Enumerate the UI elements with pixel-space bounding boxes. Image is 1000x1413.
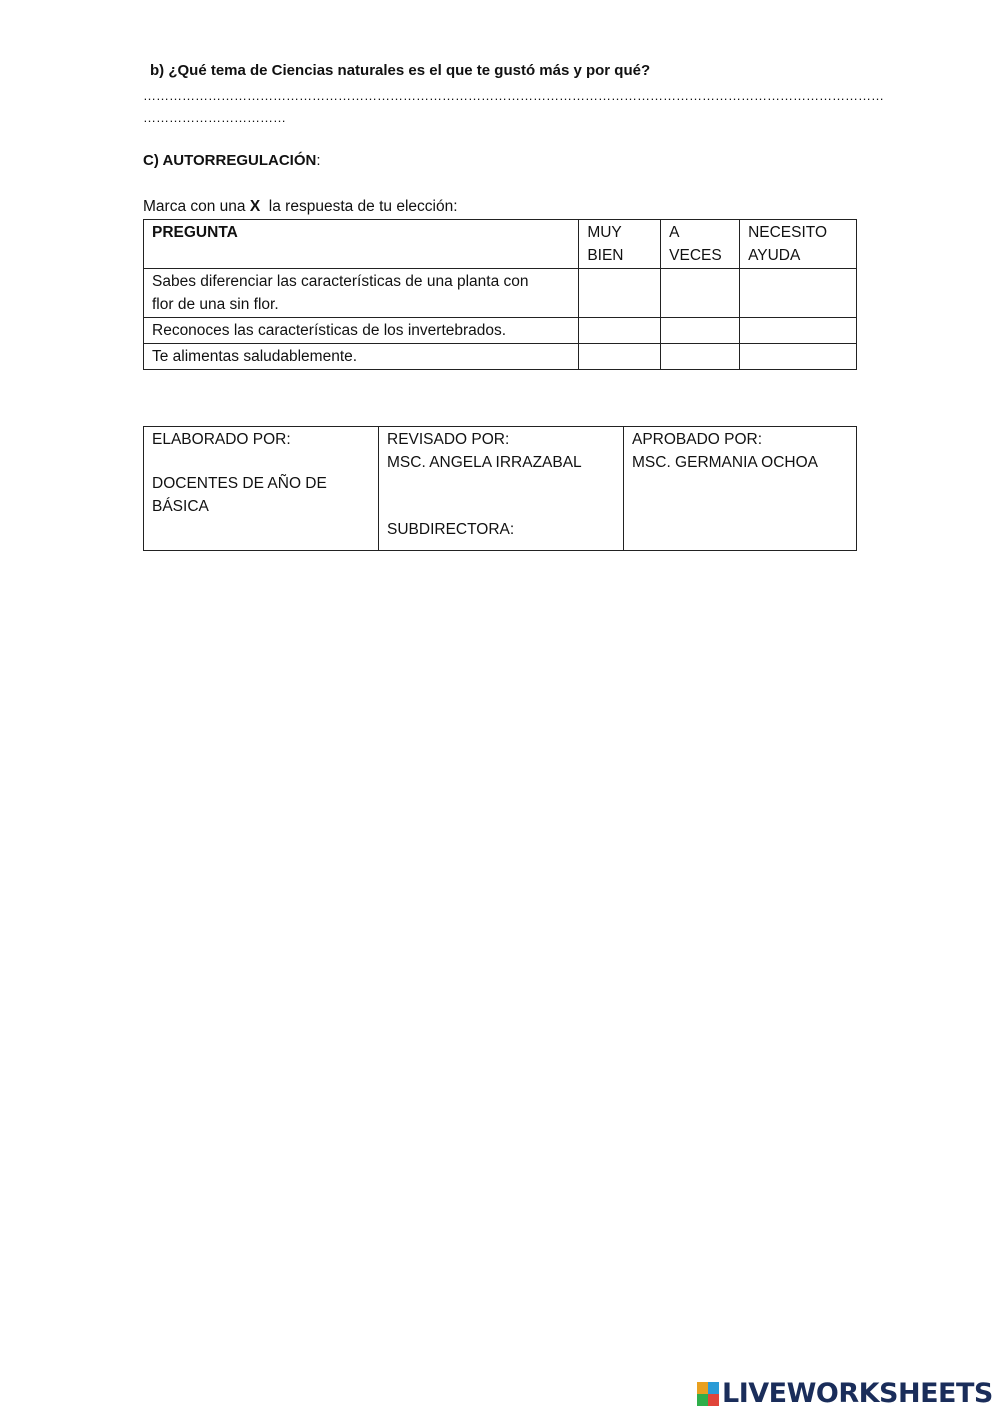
elaborado-value-2: BÁSICA bbox=[152, 498, 209, 515]
liveworksheets-logo-icon bbox=[697, 1382, 719, 1406]
answer-line-1[interactable]: ……………………………………………………………………………………………………………………………………………………… bbox=[143, 88, 884, 103]
credits-revisado bbox=[379, 427, 624, 551]
self-regulation-table bbox=[143, 219, 857, 370]
section-c-heading bbox=[143, 152, 321, 169]
answer-cell-a-veces[interactable] bbox=[661, 318, 740, 344]
liveworksheets-watermark bbox=[697, 1378, 993, 1409]
section-c-title: C) AUTORREGULACIÓN bbox=[143, 152, 317, 169]
row-question: Reconoces las características de los invertebrados. bbox=[144, 318, 579, 344]
instruction-mark: X bbox=[249, 198, 261, 215]
revisado-role: SUBDIRECTORA: bbox=[387, 521, 515, 538]
revisado-value: MSC. ANGELA IRRAZABAL bbox=[387, 454, 582, 471]
row-question: Te alimentas saludablemente. bbox=[144, 344, 579, 370]
credits-aprobado bbox=[624, 427, 857, 551]
table-row bbox=[144, 318, 857, 344]
credits-row bbox=[144, 427, 857, 551]
watermark-text: LIVEWORKSHEETS bbox=[722, 1378, 993, 1409]
aprobado-label: APROBADO POR: bbox=[632, 431, 763, 448]
answer-cell-necesito-ayuda[interactable] bbox=[740, 344, 857, 370]
instruction bbox=[143, 198, 458, 216]
question-b: b) ¿Qué tema de Ciencias naturales es el que te gustó más y por qué? bbox=[150, 62, 651, 79]
answer-cell-a-veces[interactable] bbox=[661, 269, 740, 318]
table-row bbox=[144, 269, 857, 318]
header-muy-bien: MUY BIEN bbox=[579, 220, 661, 269]
answer-line-2[interactable]: …………………………… bbox=[143, 110, 286, 125]
aprobado-value: MSC. GERMANIA OCHOA bbox=[632, 454, 819, 471]
header-necesito-ayuda: NECESITO AYUDA bbox=[740, 220, 857, 269]
answer-cell-necesito-ayuda[interactable] bbox=[740, 318, 857, 344]
answer-cell-a-veces[interactable] bbox=[661, 344, 740, 370]
answer-cell-muy-bien[interactable] bbox=[579, 344, 661, 370]
instruction-before: Marca con una bbox=[143, 198, 250, 215]
credits-table bbox=[143, 426, 857, 551]
row-question: Sabes diferenciar las características de una planta con flor de una sin flor. bbox=[144, 269, 579, 318]
elaborado-value-1: DOCENTES DE AÑO DE bbox=[152, 475, 327, 492]
instruction-after: la respuesta de tu elección: bbox=[260, 198, 458, 215]
answer-cell-muy-bien[interactable] bbox=[579, 318, 661, 344]
table-header-row bbox=[144, 220, 857, 269]
answer-cell-muy-bien[interactable] bbox=[579, 269, 661, 318]
section-c-colon: : bbox=[316, 152, 321, 169]
table-row bbox=[144, 344, 857, 370]
header-pregunta: PREGUNTA bbox=[144, 220, 579, 269]
elaborado-label: ELABORADO POR: bbox=[152, 431, 291, 448]
header-a-veces: A VECES bbox=[661, 220, 740, 269]
answer-cell-necesito-ayuda[interactable] bbox=[740, 269, 857, 318]
credits-elaborado bbox=[144, 427, 379, 551]
revisado-label: REVISADO POR: bbox=[387, 431, 510, 448]
